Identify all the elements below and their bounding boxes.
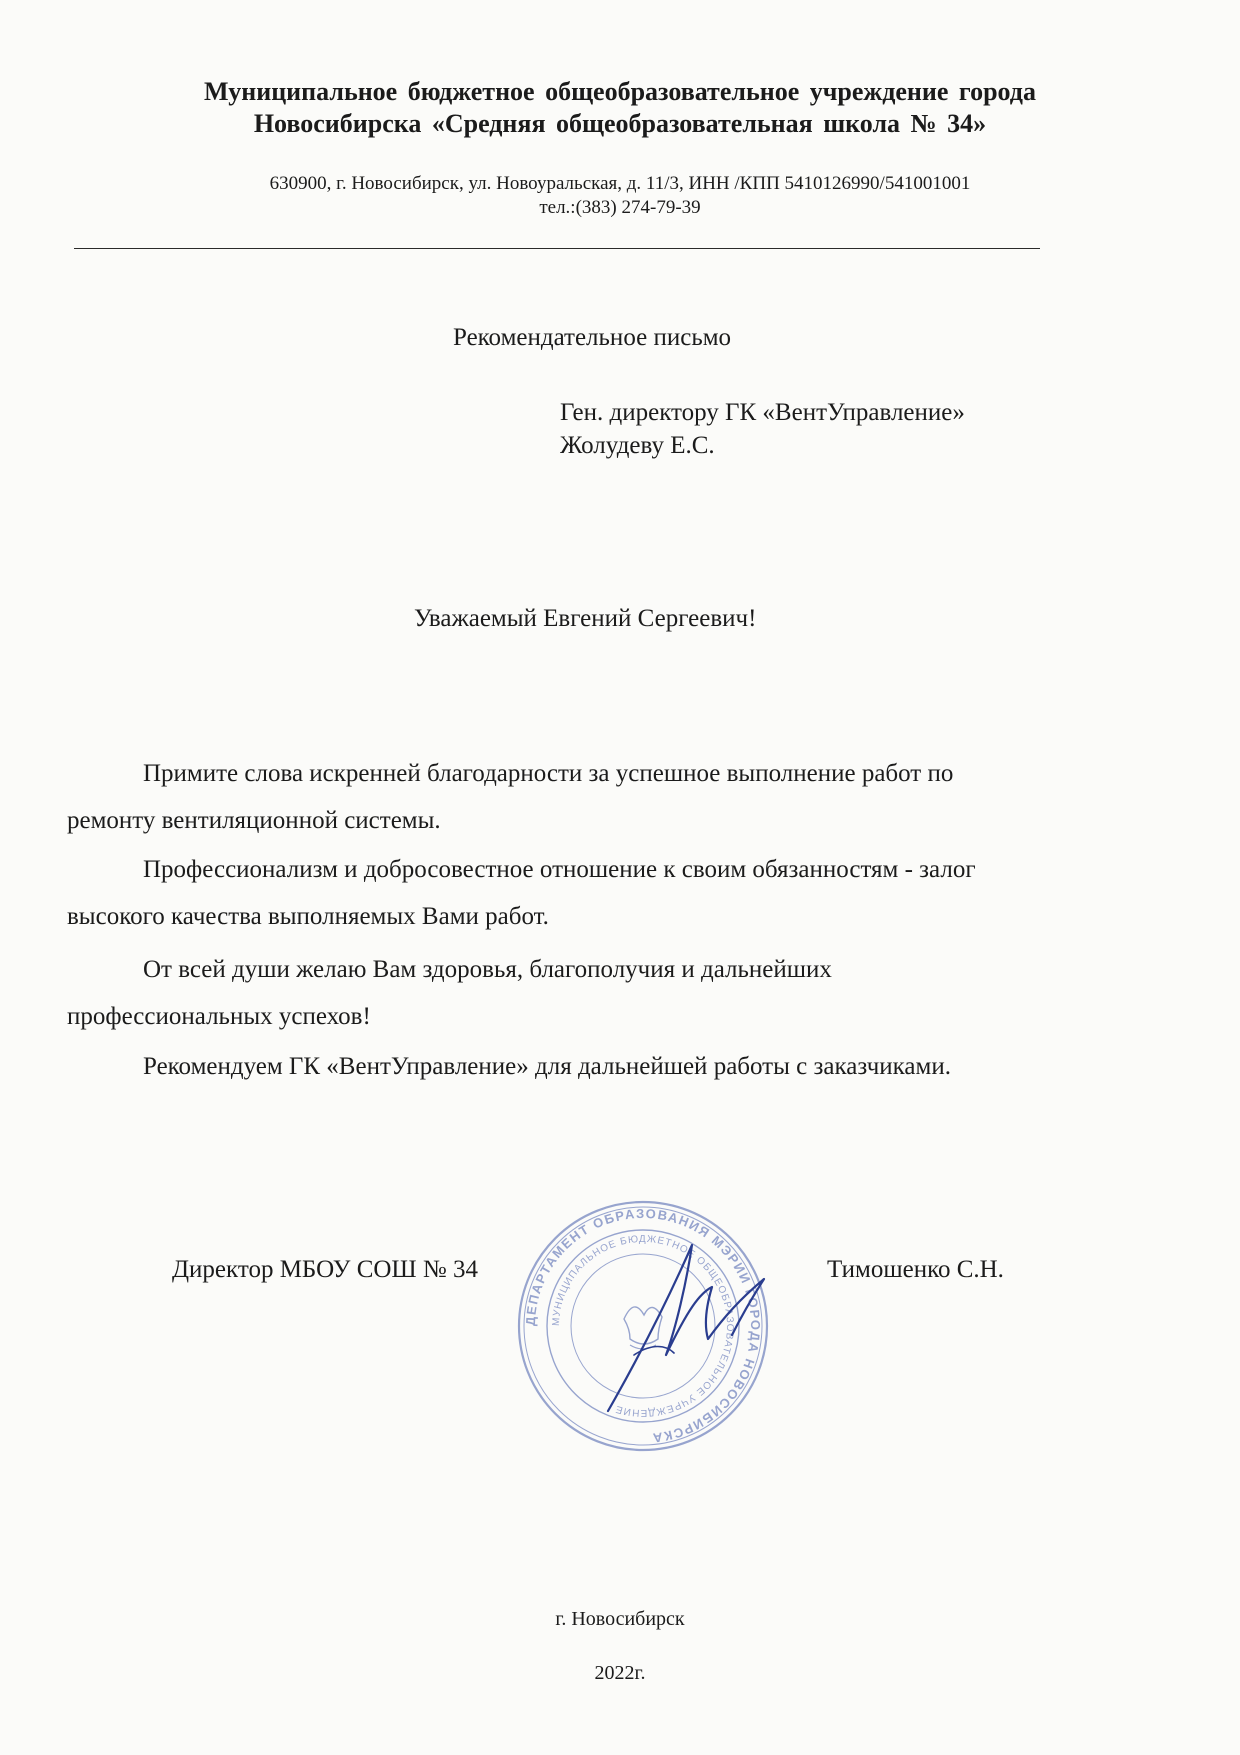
document-title: Рекомендательное письмо — [453, 324, 732, 351]
organization-details — [0, 172, 1240, 220]
paragraph-line: Примите слова искренней благодарности за успешное выполнение работ по — [143, 760, 954, 787]
signer-position: Директор МБОУ СОШ № 34 — [172, 1256, 479, 1283]
greeting: Уважаемый Евгений Сергеевич! — [414, 605, 757, 632]
signer-name: Тимошенко С.Н. — [827, 1256, 1004, 1283]
addressee — [560, 396, 965, 462]
paragraph-line: От всей души желаю Вам здоровья, благополучия и дальнейших — [143, 956, 832, 983]
paragraph-4 — [67, 1043, 1127, 1090]
paragraph-2 — [67, 846, 1127, 940]
paragraph-line: Профессионализм и добросовестное отношение к своим обязанностям - залог — [143, 856, 976, 883]
paragraph-line: высокого качества выполняемых Вами работ. — [67, 903, 549, 930]
handwritten-signature — [600, 1235, 770, 1415]
paragraph-1 — [67, 750, 1127, 844]
addressee-position: Ген. директору ГК «ВентУправление» — [560, 399, 965, 426]
paragraph-3 — [67, 946, 1127, 1040]
organization-name-line-1: Муниципальное бюджетное общеобразовательное учреждение города — [204, 77, 1036, 106]
organization-name-line-2: Новосибирска «Средняя общеобразовательная школа № 34» — [253, 109, 987, 138]
paragraph-line: ремонту вентиляционной системы. — [67, 807, 441, 834]
place-of-issue: г. Новосибирск — [555, 1608, 685, 1630]
header-divider — [74, 248, 1040, 249]
organization-address: 630900, г. Новосибирск, ул. Новоуральская, д. 11/3, ИНН /КПП 5410126990/541001001 — [269, 173, 971, 194]
organization-name — [0, 76, 1240, 140]
year-of-issue: 2022г. — [594, 1662, 646, 1684]
addressee-name: Жолудеву Е.С. — [560, 432, 715, 459]
svg-text:МУНИЦИПАЛЬНОЕ БЮДЖЕТНОЕ ОБЩЕОБ: МУНИЦИПАЛЬНОЕ БЮДЖЕТНОЕ ОБЩЕОБРАЗОВАТЕЛЬНОЕ УЧРЕЖДЕНИЕ — [550, 1233, 736, 1419]
svg-text:ДЕПАРТАМЕНТ ОБРАЗОВАНИЯ МЭРИИ: ДЕПАРТАМЕНТ ОБРАЗОВАНИЯ МЭРИИ ГОРОДА НОВОСИБИРСКА — [522, 1205, 764, 1446]
paragraph-line: профессиональных успехов! — [67, 1003, 371, 1030]
paragraph-line: Рекомендуем ГК «ВентУправление» для дальнейшей работы с заказчиками. — [143, 1053, 951, 1080]
organization-phone: тел.:(383) 274-79-39 — [539, 197, 701, 218]
